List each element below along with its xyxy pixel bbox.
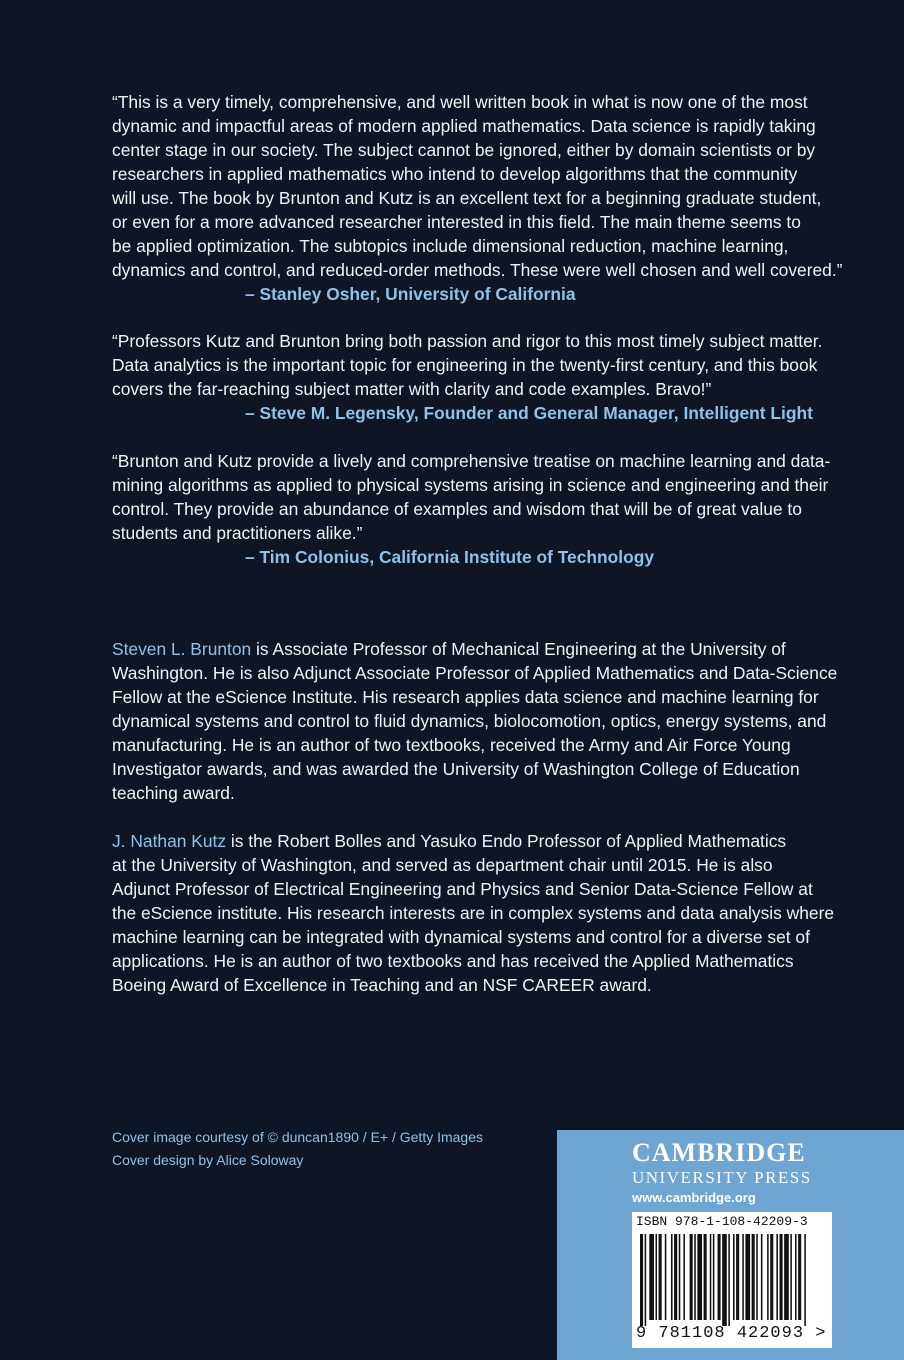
bio-text: is Associate Professor of Mechanical Engineering at the University of xyxy=(251,639,786,659)
barcode-bar xyxy=(697,1234,702,1320)
bio-line: Adjunct Professor of Electrical Engineering and Physics and Senior Data-Science Fellow at xyxy=(112,879,813,899)
author-bio-kutz xyxy=(112,829,872,997)
review-line: researchers in applied mathematics who intend to develop algorithms that the community xyxy=(112,164,798,184)
review-line: students and practitioners alike.” xyxy=(112,523,363,543)
barcode-bar xyxy=(756,1234,758,1320)
barcode-bar xyxy=(798,1234,801,1320)
publisher-logo-subname: UNIVERSITY PRESS xyxy=(632,1168,812,1187)
barcode-bar xyxy=(659,1234,662,1320)
review-line: center stage in our society. The subject cannot be ignored, either by domain scientists or by xyxy=(112,140,816,160)
barcode-bar xyxy=(649,1234,654,1320)
bio-line: Fellow at the eScience Institute. His research applies data science and machine learning for xyxy=(112,687,819,707)
barcode-bar xyxy=(736,1234,739,1320)
bio-first-line xyxy=(112,637,872,661)
barcode-bar xyxy=(767,1234,769,1320)
barcode-icon xyxy=(638,1234,826,1326)
bio-first-line xyxy=(112,829,872,853)
review-attribution: – Stanley Osher, University of California xyxy=(245,284,576,304)
bio-line: dynamical systems and control to fluid dynamics, biolocomotion, optics, energy systems, and xyxy=(112,711,827,731)
barcode-bar xyxy=(770,1234,773,1320)
cover-credits xyxy=(112,1126,483,1172)
review-line: mining algorithms as applied to physical systems arising in science and engineering and their xyxy=(112,475,829,495)
review-line: or even for a more advanced researcher interested in this field. The main theme seems to xyxy=(112,212,801,232)
publisher-box xyxy=(557,1130,904,1360)
barcode-bar xyxy=(656,1234,658,1320)
barcode-bar xyxy=(665,1234,667,1320)
bio-line: the eScience institute. His research interests are in complex systems and data analysis where xyxy=(112,903,835,923)
barcode-bar xyxy=(761,1234,763,1320)
barcode-bar xyxy=(745,1234,750,1320)
barcode-bar xyxy=(752,1234,755,1320)
bio-line: machine learning can be integrated with dynamical systems and control for a diverse set of xyxy=(112,927,810,947)
barcode-bar xyxy=(722,1234,727,1326)
barcode-digits: 9 781108 422093 > xyxy=(636,1324,827,1343)
barcode-bar xyxy=(718,1234,721,1320)
barcode-bar xyxy=(683,1234,685,1320)
review-attribution: – Tim Colonius, California Institute of Technology xyxy=(245,547,655,567)
review-line: Data analytics is the important topic for engineering in the twenty-first century, and this book xyxy=(112,355,818,375)
bio-line: applications. He is an author of two textbooks and has received the Applied Mathematics xyxy=(112,951,794,971)
barcode-bar xyxy=(733,1234,735,1320)
bio-line: Boeing Award of Excellence in Teaching and an NSF CAREER award. xyxy=(112,975,652,995)
barcode-bar xyxy=(742,1234,744,1320)
barcode-bar xyxy=(671,1234,673,1320)
barcode-bar xyxy=(704,1234,707,1320)
barcode-bar xyxy=(776,1234,778,1320)
barcode-panel xyxy=(632,1212,832,1348)
author-bio-brunton xyxy=(112,637,872,805)
barcode-bar xyxy=(640,1234,643,1326)
review-attribution: – Steve M. Legensky, Founder and General Manager, Intelligent Light xyxy=(245,403,813,423)
author-name: Steven L. Brunton xyxy=(112,639,252,659)
barcode-bar xyxy=(694,1234,696,1320)
barcode-bar xyxy=(713,1234,715,1320)
barcode-bar xyxy=(679,1234,681,1320)
review-line: dynamic and impactful areas of modern applied mathematics. Data science is rapidly taking xyxy=(112,116,816,136)
barcode-bar xyxy=(728,1234,730,1326)
barcode-bar xyxy=(804,1234,806,1326)
review-line: “Brunton and Kutz provide a lively and comprehensive treatise on machine learning and data- xyxy=(112,451,831,471)
review-line: “Professors Kutz and Brunton bring both passion and rigor to this most timely subject matter. xyxy=(112,331,823,351)
cover-image-credit: Cover image courtesy of © duncan1890 / E+ / Getty Images xyxy=(112,1129,484,1145)
bio-line: at the University of Washington, and served as department chair until 2015. He is also xyxy=(112,855,773,875)
review-steve-legensky xyxy=(112,329,872,425)
review-line: covers the far-reaching subject matter with clarity and code examples. Bravo!” xyxy=(112,379,712,399)
barcode-bar xyxy=(710,1234,712,1320)
review-line: control. They provide an abundance of examples and wisdom that will be of great value to xyxy=(112,499,802,519)
review-line: will use. The book by Brunton and Kutz is an excellent text for a beginning graduate student, xyxy=(112,188,822,208)
review-line: be applied optimization. The subtopics include dimensional reduction, machine learning, xyxy=(112,236,789,256)
isbn-label: ISBN 978-1-108-42209-3 xyxy=(636,1214,808,1229)
bio-line: Washington. He is also Adjunct Associate Professor of Applied Mathematics and Data-Science xyxy=(112,663,838,683)
publisher-logo-name: CAMBRIDGE xyxy=(632,1138,806,1167)
review-stanley-osher xyxy=(112,90,872,306)
review-line: “This is a very timely, comprehensive, and well written book in what is now one of the most xyxy=(112,92,808,112)
publisher-url: www.cambridge.org xyxy=(632,1190,756,1205)
barcode-bar xyxy=(690,1234,693,1320)
barcode-bar xyxy=(790,1234,792,1320)
review-line: dynamics and control, and reduced-order methods. These were well chosen and well covered.” xyxy=(112,260,843,280)
barcode-bar xyxy=(674,1234,677,1320)
barcode-bar xyxy=(645,1234,647,1326)
barcode-bar xyxy=(795,1234,797,1320)
cover-design-credit: Cover design by Alice Soloway xyxy=(112,1152,304,1168)
bio-line: Investigator awards, and was awarded the University of Washington College of Education xyxy=(112,759,800,779)
author-name: J. Nathan Kutz xyxy=(112,831,227,851)
bio-line: teaching award. xyxy=(112,783,235,803)
bio-text: is the Robert Bolles and Yasuko Endo Professor of Applied Mathematics xyxy=(226,831,787,851)
bio-line: manufacturing. He is an author of two textbooks, received the Army and Air Force Young xyxy=(112,735,791,755)
barcode-bar xyxy=(780,1234,783,1320)
review-tim-colonius xyxy=(112,449,872,569)
barcode-bar xyxy=(784,1234,789,1320)
